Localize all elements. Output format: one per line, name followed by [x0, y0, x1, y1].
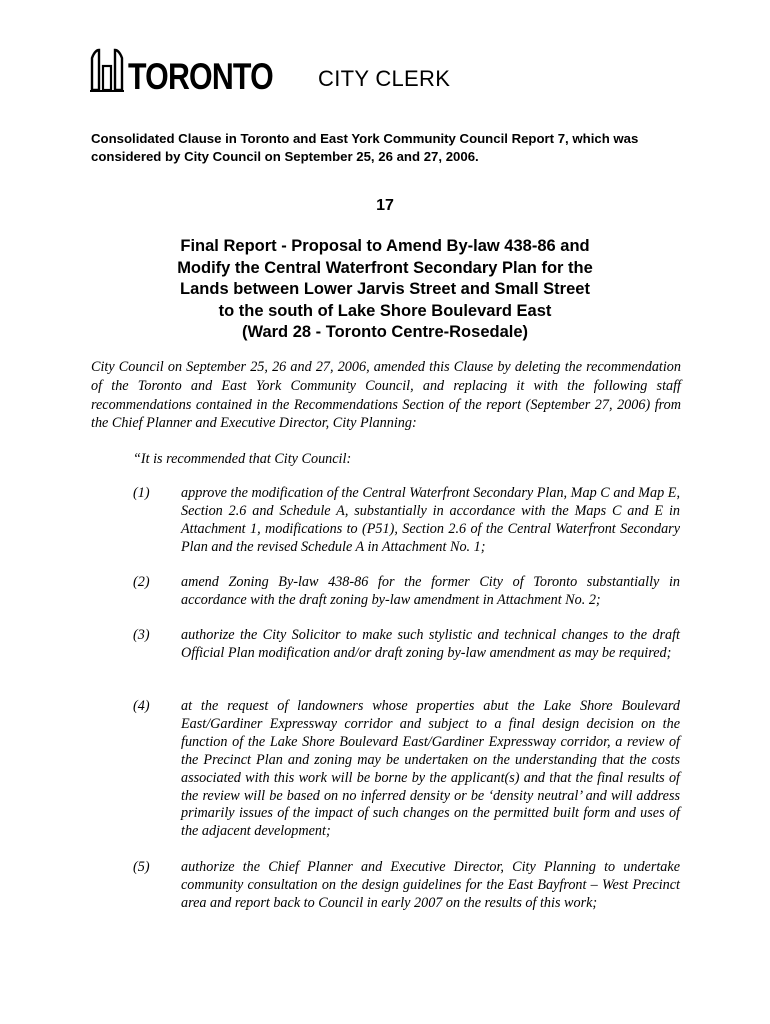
recommendation-number: (5) [133, 859, 150, 875]
recommendation-text: amend Zoning By-law 438-86 for the former City of Toronto substantially in accordance with the draft zoning by-law amendment in Attachment No. 2; [181, 574, 680, 608]
toronto-logo [90, 46, 305, 97]
recommendation-number: (1) [133, 485, 150, 501]
council-summary-paragraph: City Council on September 25, 26 and 27, 2006, amended this Clause by deleting the recommendation of the Toronto and East York Community Council, and replacing it with the following staff recommendations contained in the Recommendations Section of the report (September 27, 2006) from the Chief Planner and Executive Director, City Planning: [91, 359, 681, 432]
item-number: 17 [376, 197, 394, 214]
recommendation-text: authorize the Chief Planner and Executive Director, City Planning to undertake community consultation on the design guidelines for the East Bayfront – West Precinct area and report back to Council in early 2007 on the results of this work; [181, 859, 680, 911]
city-hall-logo-icon [90, 46, 124, 92]
intro-paragraph: Consolidated Clause in Toronto and East York Community Council Report 7, which was considered by City Council on September 25, 26 and 27, 2006. [91, 131, 639, 164]
recommendation-number: (3) [133, 627, 150, 643]
report-title [140, 236, 630, 344]
recommendation-number: (2) [133, 574, 150, 590]
recommendation-lead-in: “It is recommended that City Council: [133, 451, 352, 467]
recommendation-text: approve the modification of the Central Waterfront Secondary Plan, Map C and Map E, Section 2.6 and Schedule A, substantially in accordance with the Maps C and E in Attachment 1, modifications to (P51), Section 2.6 of the Central Waterfront Secondary Plan and the revised Schedule A in Attachment No. 1; [181, 485, 680, 555]
recommendation-text: at the request of landowners whose properties abut the Lake Shore Boulevard East/Gardiner Expressway corridor and subject to a final design decision on the function of the Lake Shore Boulevard East/Gardiner Expressway corridor, a review of the Precinct Plan and zoning may be undertaken on the understanding that the costs associated with this work will be borne by the applicant(s) and that the final results of the review will be based on no inferred density or be ‘density neutral’ and will address primarily issues of the impact of such changes on the permitted built form and uses of the adjacent development; [181, 698, 680, 840]
title-line: (Ward 28 - Toronto Centre-Rosedale) [241, 323, 529, 342]
recommendation-number: (4) [133, 698, 150, 714]
department-heading: CITY CLERK [318, 66, 451, 91]
logo-wordmark: TORONTO [128, 56, 273, 97]
title-line: to the south of Lake Shore Boulevard East [218, 301, 552, 320]
title-line: Lands between Lower Jarvis Street and Small Street [180, 280, 590, 299]
recommendation-text: authorize the City Solicitor to make such stylistic and technical changes to the draft Official Plan modification and/or draft zoning by-law amendment as may be required; [181, 627, 680, 661]
title-line: Final Report - Proposal to Amend By-law 438-86 and [180, 237, 590, 255]
title-line: Modify the Central Waterfront Secondary Plan for the [177, 258, 593, 277]
